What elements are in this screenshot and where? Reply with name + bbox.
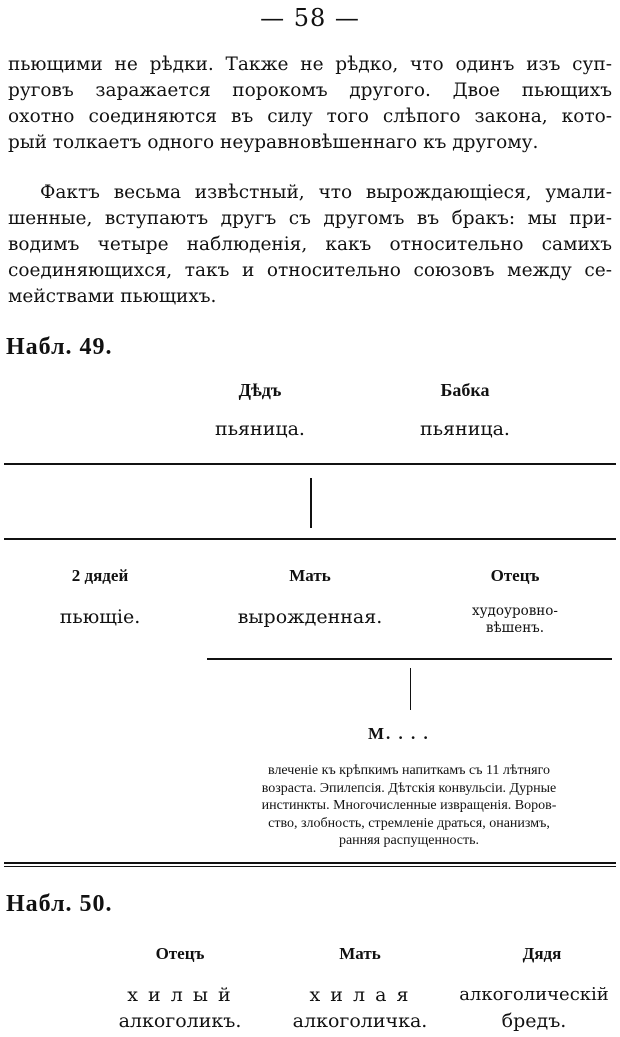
uncle-role: Дядя — [522, 944, 562, 963]
father-desc-1: худоуровно- — [472, 603, 558, 619]
uncles-role: 2 дядей — [71, 566, 129, 585]
paragraph-line: охотно соединяются въ силу того слѣпого закона, кото- — [8, 106, 612, 127]
grandmother-role: Бабка — [440, 380, 490, 400]
father-desc-2: алкоголикъ. — [118, 1010, 242, 1032]
uncle-desc-2: бредъ. — [501, 1010, 567, 1032]
child-note — [200, 762, 618, 850]
paragraph-line: соединяющихся, такъ и относительно союзовъ между се- — [8, 260, 612, 281]
divider-line — [4, 538, 616, 540]
father-role: Отецъ — [490, 566, 540, 585]
connector-line — [410, 668, 411, 710]
paragraph-line: водимъ четыре наблюденія, какъ относительно самихъ — [8, 234, 612, 255]
mother-desc: вырожденная. — [237, 606, 383, 628]
mother-role: Мать — [289, 566, 331, 585]
connector-line — [310, 478, 312, 528]
uncle-desc-1: алкоголическій — [459, 984, 609, 1005]
child-role: М. . . . — [368, 724, 430, 743]
note-line: инстинкты. Многочисленные извращенія. Воров- — [261, 798, 557, 813]
note-line: возраста. Эпилепсія. Дѣтскія конвульсіи. Дурные — [261, 780, 557, 796]
divider-line — [4, 866, 616, 867]
paragraph-line: Фактъ весьма извѣстный, что вырождающіеся, умали- — [40, 182, 612, 203]
uncles-desc: пьющіе. — [59, 606, 141, 628]
paragraph-1 — [8, 52, 612, 156]
mother-role: Мать — [339, 944, 381, 963]
father-desc-1: х и л ы й — [127, 984, 233, 1006]
paragraph-line: руговъ заражается порокомъ другого. Двое пьющихъ — [8, 80, 612, 101]
mother-desc-2: алкоголичка. — [292, 1010, 428, 1032]
observation-50-title: Набл. 50. — [6, 891, 113, 917]
note-line: ранняя распущенность. — [338, 833, 480, 848]
paragraph-line: пьющими не рѣдки. Также не рѣдко, что одинъ изъ суп- — [8, 54, 612, 75]
grandmother-desc: пьяница. — [420, 418, 510, 440]
page-number: — 58 — — [260, 4, 360, 32]
divider-line — [4, 862, 616, 864]
paragraph-2 — [8, 180, 612, 310]
father-desc-2: вѣшенъ. — [485, 620, 545, 636]
paragraph-line: шенные, вступаютъ другъ съ другомъ въ бракъ: мы при- — [8, 208, 612, 229]
note-line: влеченіе къ крѣпкимъ напиткамъ съ 11 лѣтняго — [268, 763, 550, 778]
grandfather-role: Дѣдъ — [238, 380, 282, 400]
grandfather-desc: пьяница. — [215, 418, 305, 440]
paragraph-line: рый толкаетъ одного неуравновѣшеннаго къ другому. — [8, 132, 539, 153]
mother-desc-1: х и л а я — [309, 984, 411, 1006]
father-role: Отецъ — [155, 944, 205, 963]
paragraph-line: мействами пьющихъ. — [8, 286, 217, 307]
divider-line — [4, 463, 616, 465]
observation-49-title: Набл. 49. — [6, 334, 113, 360]
divider-line — [207, 658, 612, 660]
note-line: ство, злобность, стремленіе драться, онанизмъ, — [268, 815, 550, 831]
